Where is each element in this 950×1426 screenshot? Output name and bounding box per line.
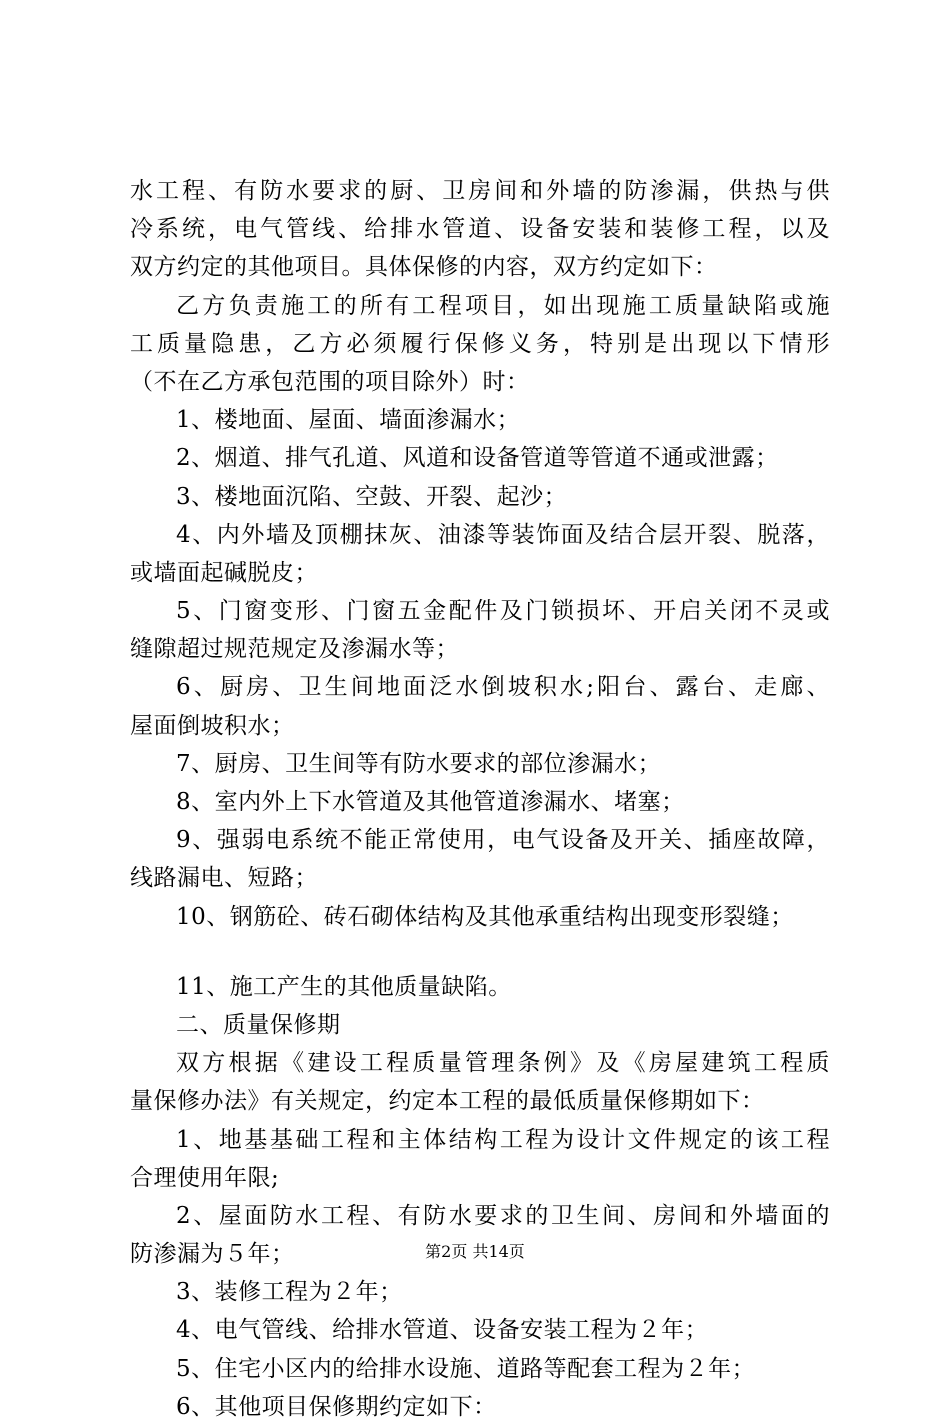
list-item: 2、屋面防水工程、有防水要求的卫生间、房间和外墙面的	[176, 1202, 830, 1229]
text-line: （不在乙方承包范围的项目除外）时：	[130, 368, 530, 395]
page-number-footer: 第2页 共14页	[425, 1242, 525, 1261]
list-item: 5、住宅小区内的给排水设施、道路等配套工程为２年；	[176, 1355, 756, 1382]
list-item: 4、电气管线、给排水管道、设备安装工程为２年；	[176, 1317, 709, 1344]
list-item: 8、室内外上下水管道及其他管道渗漏水、堵塞；	[176, 789, 685, 815]
list-item: 3、楼地面沉陷、空鼓、开裂、起沙；	[176, 483, 568, 510]
list-item: 7、厨房、卫生间等有防水要求的部位渗漏水；	[176, 750, 662, 777]
list-item: 6、其他项目保修期约定如下：	[176, 1393, 497, 1420]
list-item: 9、强弱电系统不能正常使用，电气设备及开关、插座故障，	[176, 827, 830, 854]
text-line: 工质量隐患，乙方必须履行保修义务，特别是出现以下情形	[130, 330, 830, 357]
text-line: 冷系统，电气管线、给排水管道、设备安装和装修工程，以及	[130, 216, 830, 243]
list-item: 11、施工产生的其他质量缺陷。	[176, 973, 512, 1000]
text-line: 缝隙超过规范规定及渗漏水等；	[130, 636, 459, 663]
list-item: 1、地基基础工程和主体结构工程为设计文件规定的该工程	[176, 1126, 830, 1153]
list-item: 10、钢筋砼、砖石砌体结构及其他承重结构出现变形裂缝；	[176, 903, 794, 930]
text-line: 乙方负责施工的所有工程项目，如出现施工质量缺陷或施	[176, 292, 830, 319]
section-heading: 二、质量保修期	[176, 1011, 341, 1038]
text-line: 水工程、有防水要求的厨、卫房间和外墙的防渗漏，供热与供	[130, 178, 830, 204]
list-item: 1、楼地面、屋面、墙面渗漏水；	[176, 407, 521, 434]
text-line: 防渗漏为５年；	[130, 1241, 295, 1268]
text-line: 双方约定的其他项目。具体保修的内容，双方约定如下：	[130, 254, 718, 281]
text-line: 线路漏电、短路；	[130, 865, 318, 892]
text-line: 屋面倒坡积水；	[130, 712, 295, 739]
list-item: 5、门窗变形、门窗五金配件及门锁损坏、开启关闭不灵或	[176, 598, 830, 625]
text-line: 合理使用年限;	[130, 1164, 280, 1191]
list-item: 2、烟道、排气孔道、风道和设备管道等管道不通或泄露；	[176, 445, 779, 472]
list-item: 3、装修工程为２年；	[176, 1279, 403, 1306]
text-line: 或墙面起碱脱皮；	[130, 559, 318, 586]
text-line: 量保修办法》有关规定，约定本工程的最低质量保修期如下：	[130, 1088, 765, 1115]
list-item: 6、厨房、卫生间地面泛水倒坡积水;阳台、露台、走廊、	[176, 674, 830, 701]
list-item: 4、内外墙及顶棚抹灰、油漆等装饰面及结合层开裂、脱落，	[176, 521, 830, 548]
document-body	[130, 172, 830, 1426]
paragraph-gap	[130, 936, 830, 968]
text-line: 双方根据《建设工程质量管理条例》及《房屋建筑工程质	[176, 1050, 830, 1077]
